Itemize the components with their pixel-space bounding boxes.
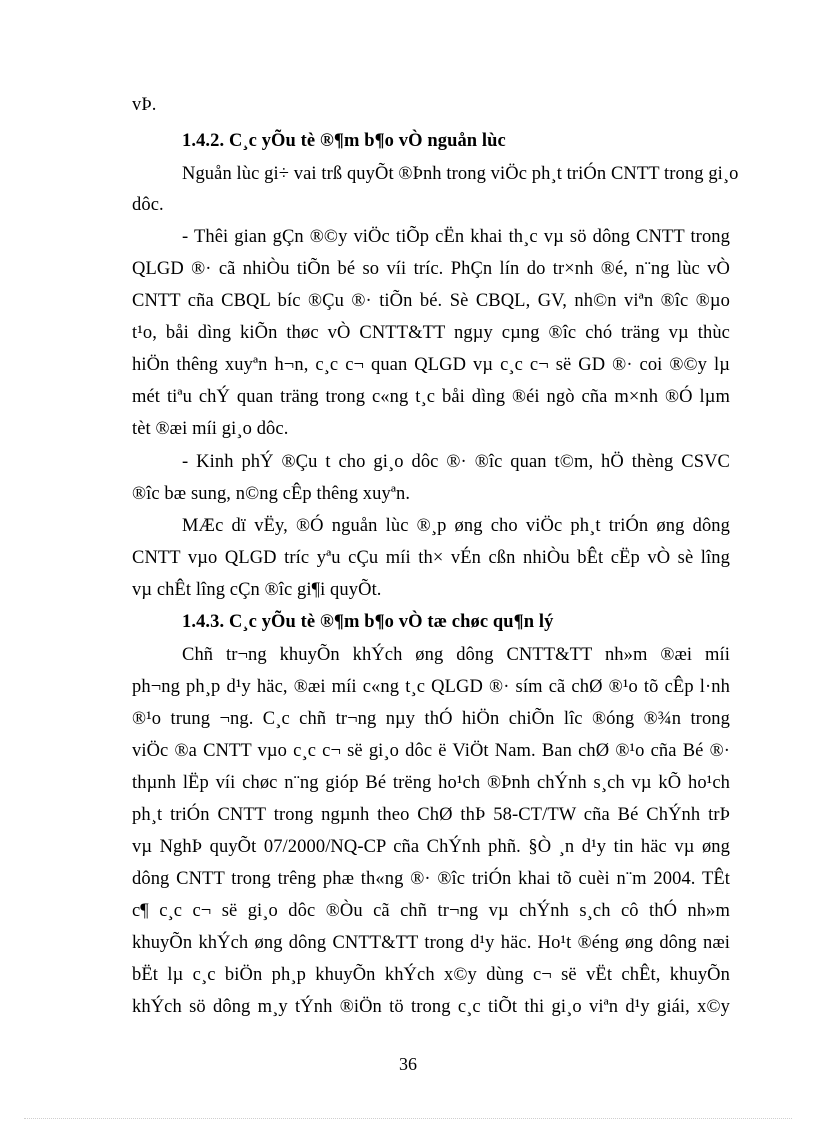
text-line: ph¸t triÓn CNTT trong ngµnh theo ChØ thÞ 58-CT/TW cña Bé ChÝnh trÞ	[132, 805, 730, 825]
text-line: vµ chÊt lîng cÇn ®îc gi¶i quyÕt.	[132, 580, 382, 600]
text-line: bËt lµ c¸c biÖn ph¸p khuyÕn khÝch x©y dùng c¬ së vËt chÊt, khuyÕn	[132, 965, 730, 985]
text-line: mét tiªu chÝ quan träng trong c«ng t¸c båi dìng ®éi ngò cña m×nh ®Ó lµm	[132, 387, 730, 407]
text-line: hiÖn thêng xuyªn h¬n, c¸c c¬ quan QLGD vµ c¸c c¬ së GD ®· coi ®©y lµ	[132, 355, 730, 375]
text-line: CNTT cña CBQL bíc ®Çu ®· tiÕn bé. Sè CBQL, GV, nh©n viªn ®îc ®µo	[132, 291, 730, 311]
text-line: - Kinh phÝ ®Çu t cho gi¸o dôc ®· ®îc quan t©m, hÖ thèng CSVC	[182, 452, 730, 472]
text-line: MÆc dï vËy, ®Ó nguån lùc ®¸p øng cho viÖc ph¸t triÓn øng dông	[182, 516, 730, 536]
text-line: c¶ c¸c c¬ së gi¸o dôc ®Òu cã chñ tr¬ng vµ chÝnh s¸ch cô thÓ nh»m	[132, 901, 730, 921]
text-line: t¹o, båi dìng kiÕn thøc vÒ CNTT&TT ngµy cµng ®îc chó träng vµ thùc	[132, 323, 730, 343]
text-line: viÖc ®a CNTT vµo c¸c c¬ së gi¸o dôc ë ViÖt Nam. Ban chØ ®¹o cña Bé ®·	[132, 741, 730, 761]
text-line: thµnh lËp víi chøc n¨ng gióp Bé trëng ho¹ch ®Þnh chÝnh s¸ch vµ kÕ ho¹ch	[132, 773, 730, 793]
text-line: Chñ tr¬ng khuyÕn khÝch øng dông CNTT&TT nh»m ®æi míi	[182, 645, 730, 665]
text-line: vµ NghÞ quyÕt 07/2000/NQ-CP cña ChÝnh phñ. §Ò ¸n d¹y tin häc vµ øng	[132, 837, 730, 857]
text-line: khÝch sö dông m¸y tÝnh ®iÖn tö trong c¸c tiÕt thi gi¸o viªn d¹y giái, x©y	[132, 997, 730, 1017]
text-line: - Thêi gian gÇn ®©y viÖc tiÕp cËn khai th¸c vµ sö dông CNTT trong	[182, 227, 730, 247]
text-line: ®¹o trung ¬ng. C¸c chñ tr¬ng nµy thÓ hiÖn chiÕn lîc ®óng ®¾n trong	[132, 709, 730, 729]
text-line: QLGD ®· cã nhiÒu tiÕn bé so víi tríc. PhÇn lín do tr×nh ®é, n¨ng lùc vÒ	[132, 259, 730, 279]
page-number: 36	[399, 1054, 417, 1074]
text-line: Nguån lùc gi÷ vai trß quyÕt ®Þnh trong viÖc ph¸t triÓn CNTT trong gi¸o	[182, 164, 739, 184]
section-heading-1-4-2: 1.4.2. C¸c yÕu tè ®¶m b¶o vÒ nguån lùc	[182, 131, 506, 151]
text-line: ph¬ng ph¸p d¹y häc, ®æi míi c«ng t¸c QLGD ®· sím cã chØ ®¹o tõ cÊp l·nh	[132, 677, 730, 697]
text-line: vÞ.	[132, 95, 157, 115]
section-heading-1-4-3: 1.4.3. C¸c yÕu tè ®¶m b¶o vÒ tæ chøc qu¶n lý	[182, 612, 554, 632]
text-line: dông CNTT trong trêng phæ th«ng ®· ®îc triÓn khai tõ cuèi n¨m 2004. TÊt	[132, 869, 730, 889]
text-line: CNTT vµo QLGD tríc yªu cÇu míi th× vÉn cßn nhiÒu bÊt cËp vÒ sè lîng	[132, 548, 730, 568]
text-line: ®îc bæ sung, n©ng cÊp thêng xuyªn.	[132, 484, 411, 504]
page-border-dotted	[24, 1118, 792, 1119]
text-line: tèt ®æi míi gi¸o dôc.	[132, 419, 289, 439]
text-line: khuyÕn khÝch øng dông CNTT&TT trong d¹y häc. Ho¹t ®éng øng dông næi	[132, 933, 730, 953]
text-line: dôc.	[132, 195, 164, 215]
